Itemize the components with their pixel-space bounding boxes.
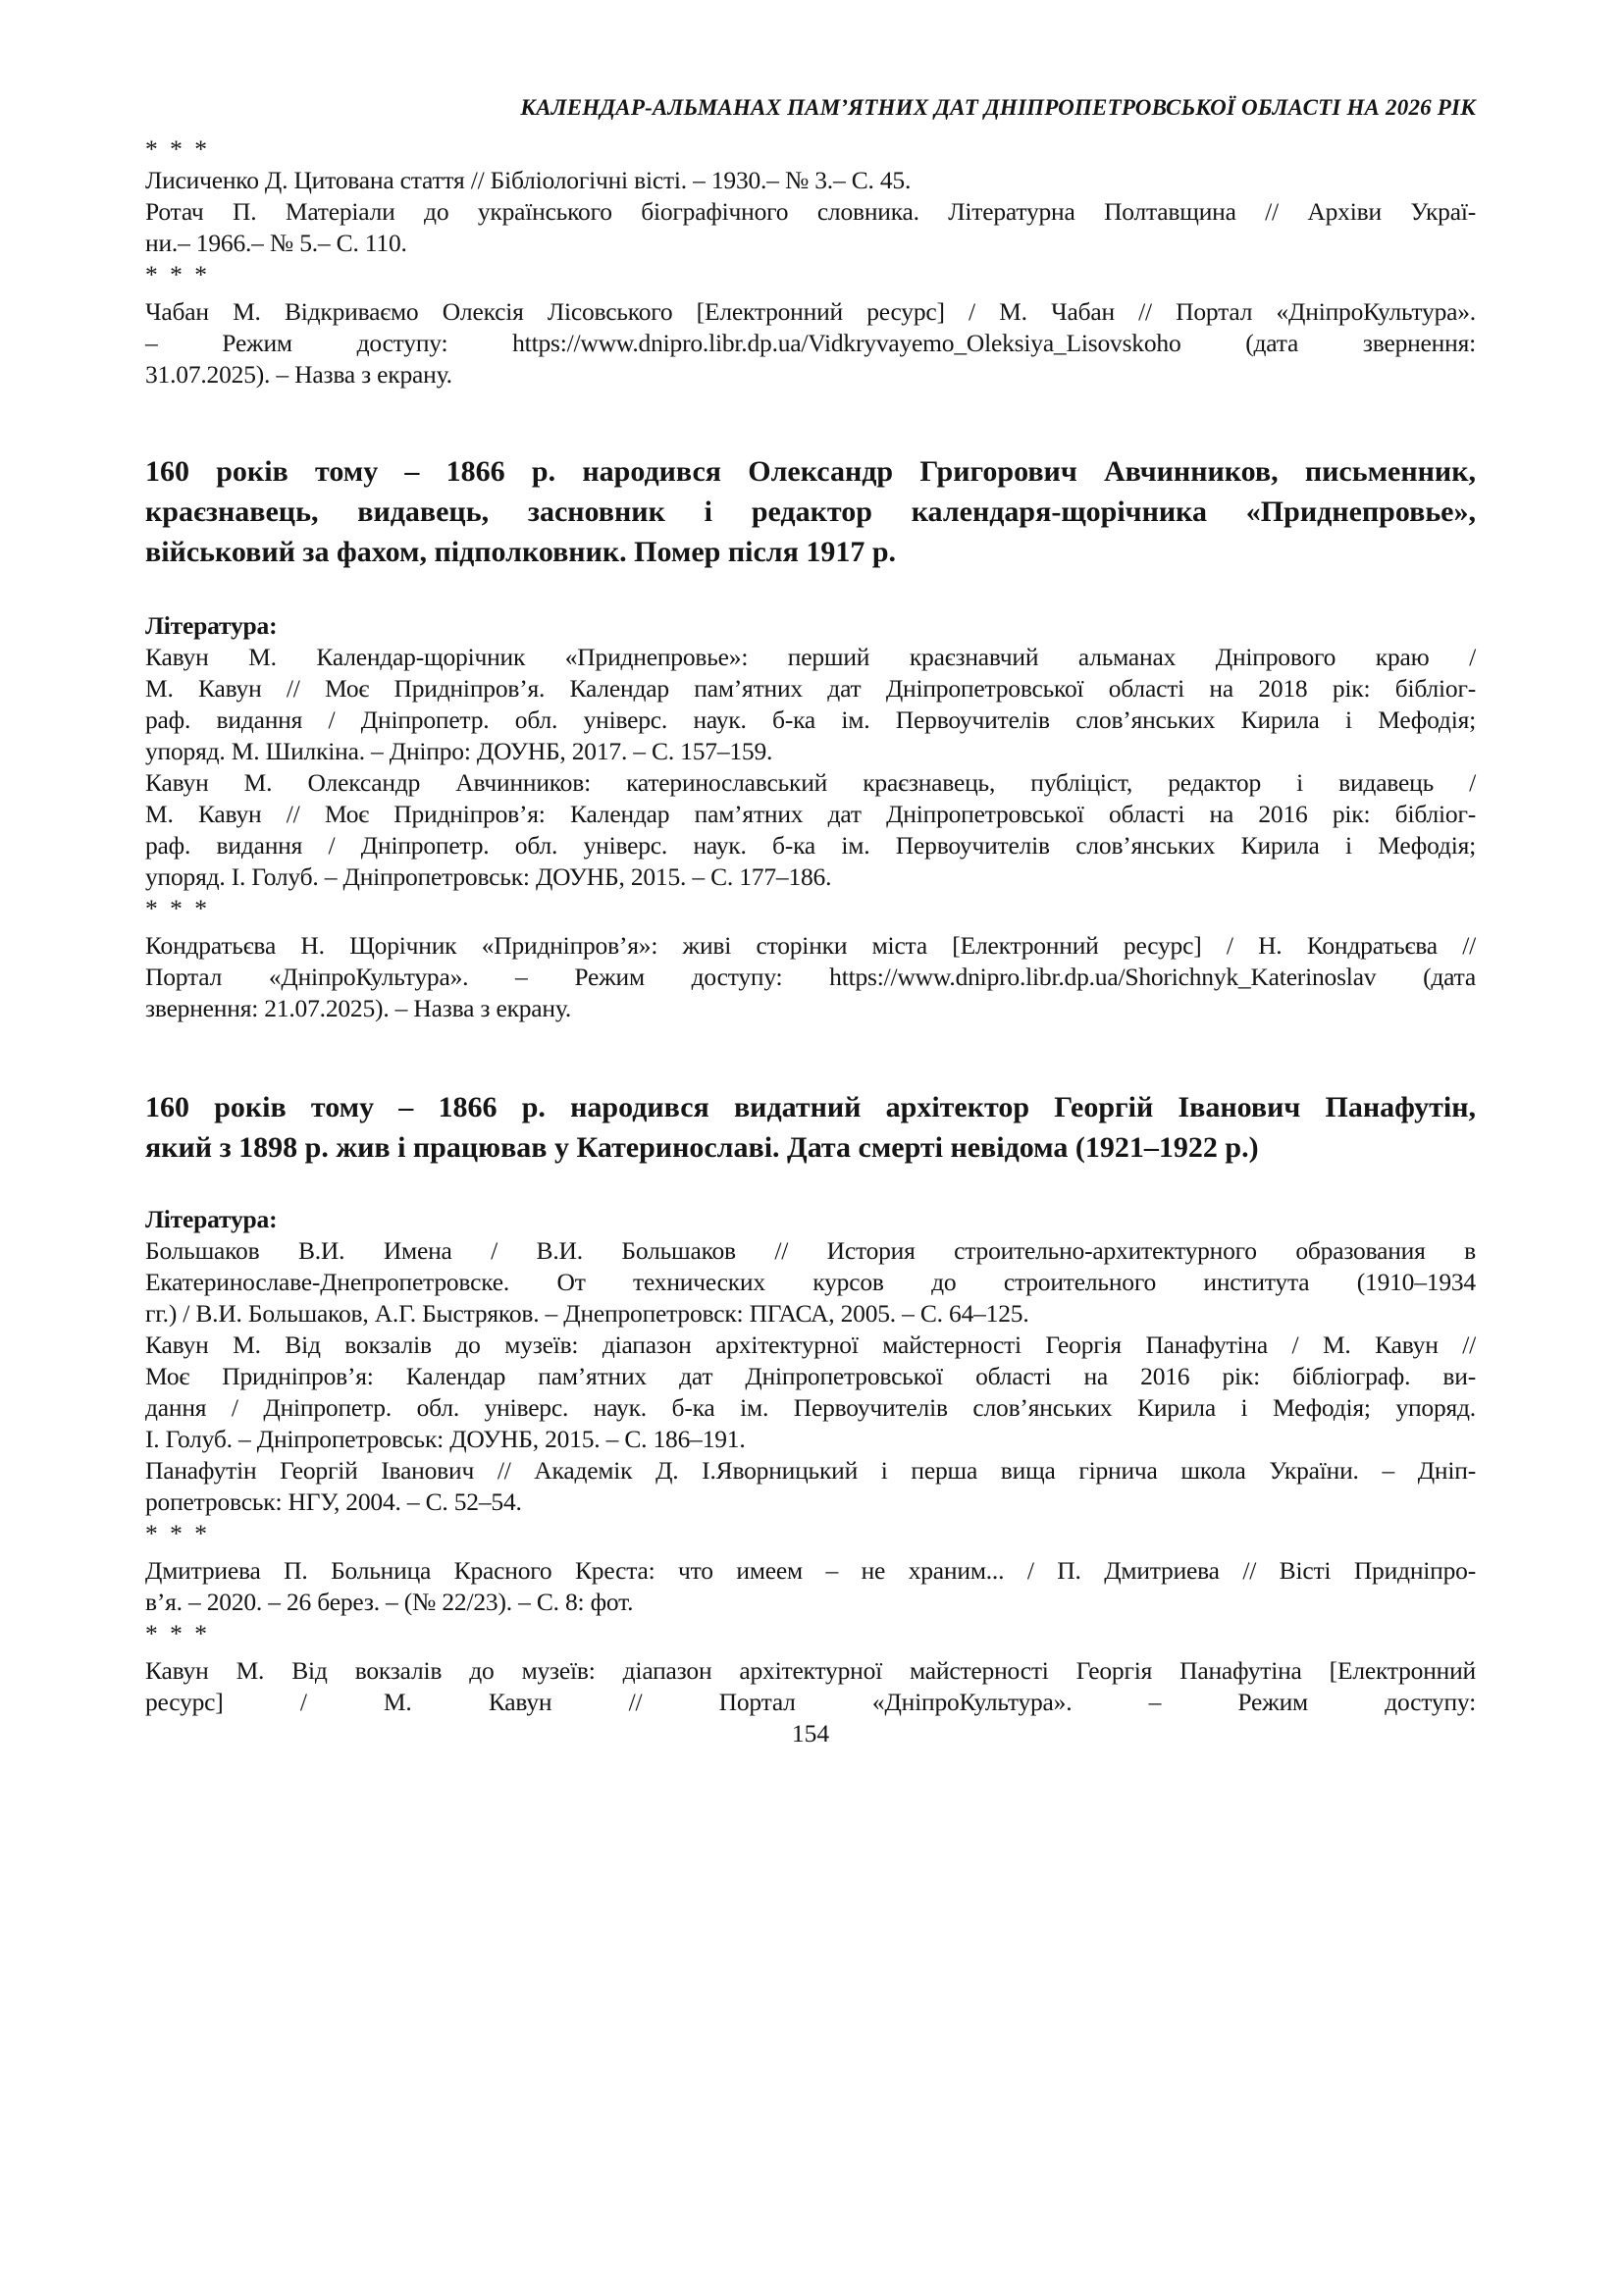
ref-dmytriieva-line: в’я. – 2020. – 26 берез. – (№ 22/23). – С. 8: фот. [145,1588,634,1616]
heading-avchynnykov-line: 160 років тому – 1866 р. народився Олександр Григорович Авчинников, письменник, [145,455,1476,488]
ref-rotach [145,196,1476,259]
ref-bolshakov-line: Большаков В.И. Имена / В.И. Большаков // История строительно-архитектурного образования в [145,1236,1476,1265]
ref-kavun-vokzaliv-electronic-line: ресурс] / М. Кавун // Портал «ДніпроКультура». – Режим доступу: [145,1688,1476,1716]
ref-kavun-avchynnykov-2016 [145,767,1476,893]
ref-bolshakov-line: Екатеринославе-Днепропетровске. От технических курсов до строительного института (1910–1934 [145,1268,1476,1296]
ref-dmytriieva [145,1555,1476,1618]
stars-separator-line: * * * [145,260,210,288]
ref-panafutin-nhu-line: Панафутін Георгій Іванович // Академік Д. І.Яворницький і перша вища гірнича школа України. – Дніп- [145,1456,1476,1485]
literature-label-line: Література: [145,1205,278,1233]
ref-bolshakov-line: гг.) / В.И. Большаков, А.Г. Быстряков. – Днепропетровск: ПГАСА, 2005. – С. 64–125. [145,1299,1029,1328]
ref-kondratieva-line: Портал «ДніпроКультура». – Режим доступу: https://www.dnipro.libr.dp.ua/Shorichnyk_Katerinoslav (дата [145,963,1476,991]
stars-separator [145,1618,1476,1649]
heading-avchynnykov-line: краєзнавець, видавець, засновник і редактор календаря-щорічника «Приднепровье», [145,496,1476,528]
ref-chaban [145,296,1476,391]
ref-kavun-avchynnykov-2016-line: Кавун М. Олександр Авчинников: катеринославський краєзнавець, публіціст, редактор і видавець / [145,768,1476,797]
ref-kavun-prydneprovye-2018-line: М. Кавун // Моє Придніпров’я. Календар пам’ятних дат Дніпропетровської області на 2018 рік: бібліог- [145,674,1476,703]
ref-kavun-vokzaliv-2016-line: І. Голуб. – Дніпропетровськ: ДОУНБ, 2015. – С. 186–191. [145,1425,746,1453]
ref-lysychenko-line: Лисиченко Д. Цитована стаття // Бібліологічні вісті. – 1930.– № 3.– С. 45. [145,166,912,194]
ref-kavun-vokzaliv-2016-line: Моє Придніпров’я: Календар пам’ятних дат Дніпропетровської області на 2016 рік: бібліограф. ви- [145,1362,1476,1390]
stars-separator [145,133,1476,165]
ref-bolshakov [145,1235,1476,1330]
stars-separator-line: * * * [145,1619,210,1647]
heading-panafutin [145,1087,1476,1168]
heading-avchynnykov-line: військовий за фахом, підполковник. Помер після 1917 р. [145,536,897,568]
literature-label [145,1204,1476,1235]
ref-kavun-avchynnykov-2016-line: раф. видання / Дніпропетр. обл. універс. наук. б-ка ім. Первоучителів слов’янських Кирила і Мефодія; [145,831,1476,860]
stars-separator-line: * * * [145,1519,210,1547]
ref-kavun-prydneprovye-2018 [145,642,1476,767]
ref-kavun-prydneprovye-2018-line: упоряд. М. Шилкіна. – Дніпро: ДОУНБ, 2017. – С. 157–159. [145,737,773,765]
ref-kavun-avchynnykov-2016-line: упоряд. І. Голуб. – Дніпропетровськ: ДОУНБ, 2015. – С. 177–186. [145,862,832,891]
ref-panafutin-nhu-line: ропетровськ: НГУ, 2004. – С. 52–54. [145,1487,522,1516]
heading-panafutin-line: який з 1898 р. жив і працював у Катеринославі. Дата смерті невідома (1921–1922 р.) [145,1131,1259,1164]
ref-chaban-line: Чабан М. Відкриваємо Олексія Лісовського [Електронний ресурс] / М. Чабан // Портал «ДніпроКультура». [145,297,1476,326]
ref-lysychenko [145,165,1476,196]
stars-separator [145,1518,1476,1549]
ref-chaban-line: – Режим доступу: https://www.dnipro.libr.dp.ua/Vidkryvayemo_Oleksiya_Lisovskoho (дата звернення: [145,329,1476,357]
ref-chaban-line: 31.07.2025). – Назва з екрану. [145,360,452,389]
ref-kavun-prydneprovye-2018-line: Кавун М. Календар-щорічник «Приднепровье»: перший краєзнавчий альманах Дніпрового краю / [145,643,1476,671]
bibliography-blocks [145,133,1476,1718]
ref-dmytriieva-line: Дмитриева П. Больница Красного Креста: что имеем – не храним... / П. Дмитриева // Вісті Придніпро- [145,1556,1476,1585]
text-column [145,0,1476,1749]
ref-kavun-vokzaliv-electronic-line: Кавун М. Від вокзалів до музеїв: діапазон архітектурної майстерності Георгія Панафутіна [Електронний [145,1656,1476,1685]
heading-avchynnykov [145,451,1476,572]
ref-kondratieva-line: звернення: 21.07.2025). – Назва з екрану. [145,994,572,1022]
ref-kavun-vokzaliv-2016-line: Кавун М. Від вокзалів до музеїв: діапазон архітектурної майстерності Георгія Панафутіна / М. Кавун // [145,1330,1476,1359]
ref-kondratieva [145,930,1476,1024]
stars-separator [145,259,1476,290]
stars-separator [145,893,1476,924]
ref-rotach-line: Ротач П. Матеріали до українського біографічного словника. Літературна Полтавщина // Архіви Украї- [145,197,1476,226]
ref-kondratieva-line: Кондратьєва Н. Щорічник «Придніпров’я»: живі сторінки міста [Електронний ресурс] / Н. Кондратьєва // [145,931,1476,960]
ref-kavun-vokzaliv-2016-line: дання / Дніпропетр. обл. універс. наук. б-ка ім. Первоучителів слов’янських Кирила і Мефодія; упоряд. [145,1393,1476,1422]
page-number: 154 [791,1719,830,1747]
literature-label-line: Література: [145,611,278,640]
ref-panafutin-nhu [145,1455,1476,1518]
ref-kavun-prydneprovye-2018-line: раф. видання / Дніпропетр. обл. універс. наук. б-ка ім. Первоучителів слов’янських Кирила і Мефодія; [145,705,1476,734]
stars-separator-line: * * * [145,894,210,922]
stars-separator-line: * * * [145,134,210,163]
ref-kavun-avchynnykov-2016-line: М. Кавун // Моє Придніпров’я: Календар пам’ятних дат Дніпропетровської області на 2016 рік: бібліог- [145,800,1476,828]
ref-rotach-line: ни.– 1966.– № 5.– С. 110. [145,229,407,257]
literature-label [145,610,1476,642]
ref-kavun-vokzaliv-2016 [145,1330,1476,1455]
ref-kavun-vokzaliv-electronic [145,1655,1476,1718]
running-header: КАЛЕНДАР-АЛЬМАНАХ ПАМ’ЯТНИХ ДАТ ДНІПРОПЕТРОВСЬКОЇ ОБЛАСТІ НА 2026 РІК [520,95,1476,120]
heading-panafutin-line: 160 років тому – 1866 р. народився видатний архітектор Георгій Іванович Панафутін, [145,1091,1476,1123]
